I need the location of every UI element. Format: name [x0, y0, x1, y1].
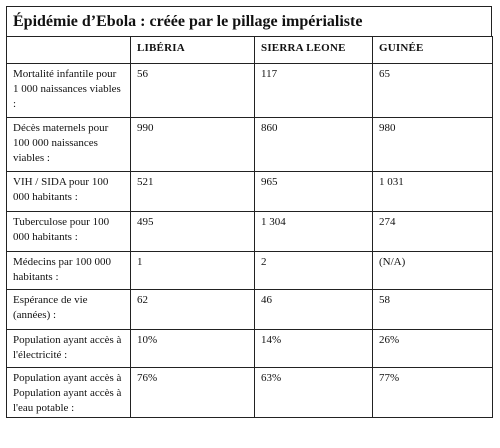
title-bar: [6, 6, 492, 36]
table-row: [7, 252, 493, 290]
cell-value: 58: [373, 290, 493, 330]
cell-value: 14%: [255, 330, 373, 368]
cell-value: 117: [255, 64, 373, 118]
table-row: [7, 172, 493, 212]
header-cell-guinee: GUINÉE: [373, 37, 493, 64]
cell-value: 10%: [131, 330, 255, 368]
cell-value: 56: [131, 64, 255, 118]
cell-value: (N/A): [373, 252, 493, 290]
cell-value: 2: [255, 252, 373, 290]
cell-value: 62: [131, 290, 255, 330]
table-row: [7, 118, 493, 172]
cell-value: 1: [131, 252, 255, 290]
table-row: [7, 368, 493, 418]
cell-value: 65: [373, 64, 493, 118]
cell-value: 495: [131, 212, 255, 252]
row-label: Décès maternels pour 100 000 naissances viables :: [7, 118, 131, 172]
header-cell-liberia: LIBÉRIA: [131, 37, 255, 64]
cell-value: 274: [373, 212, 493, 252]
table-row: [7, 212, 493, 252]
header-row: [7, 37, 493, 64]
table-title: Épidémie d’Ebola : créée par le pillage impérialiste: [13, 13, 363, 30]
cell-value: 76%: [131, 368, 255, 418]
cell-value: 26%: [373, 330, 493, 368]
cell-value: 77%: [373, 368, 493, 418]
header-cell-sierra-leone: SIERRA LEONE: [255, 37, 373, 64]
cell-value: 1 304: [255, 212, 373, 252]
cell-value: 980: [373, 118, 493, 172]
cell-value: 63%: [255, 368, 373, 418]
header-cell-blank: [7, 37, 131, 64]
table-row: [7, 290, 493, 330]
row-label: Médecins par 100 000 habitants :: [7, 252, 131, 290]
cell-value: 46: [255, 290, 373, 330]
row-label: Population ayant accès à Population ayant accès à l'eau potable :: [7, 368, 131, 418]
cell-value: 521: [131, 172, 255, 212]
table-row: [7, 64, 493, 118]
statistics-table: [6, 36, 493, 418]
row-label: Mortalité infantile pour 1 000 naissances viables :: [7, 64, 131, 118]
row-label: Tuberculose pour 100 000 habitants :: [7, 212, 131, 252]
row-label: Population ayant accès à l'électricité :: [7, 330, 131, 368]
cell-value: 990: [131, 118, 255, 172]
cell-value: 860: [255, 118, 373, 172]
table-row: [7, 330, 493, 368]
row-label: VIH / SIDA pour 100 000 habitants :: [7, 172, 131, 212]
cell-value: 1 031: [373, 172, 493, 212]
row-label: Espérance de vie (années) :: [7, 290, 131, 330]
cell-value: 965: [255, 172, 373, 212]
